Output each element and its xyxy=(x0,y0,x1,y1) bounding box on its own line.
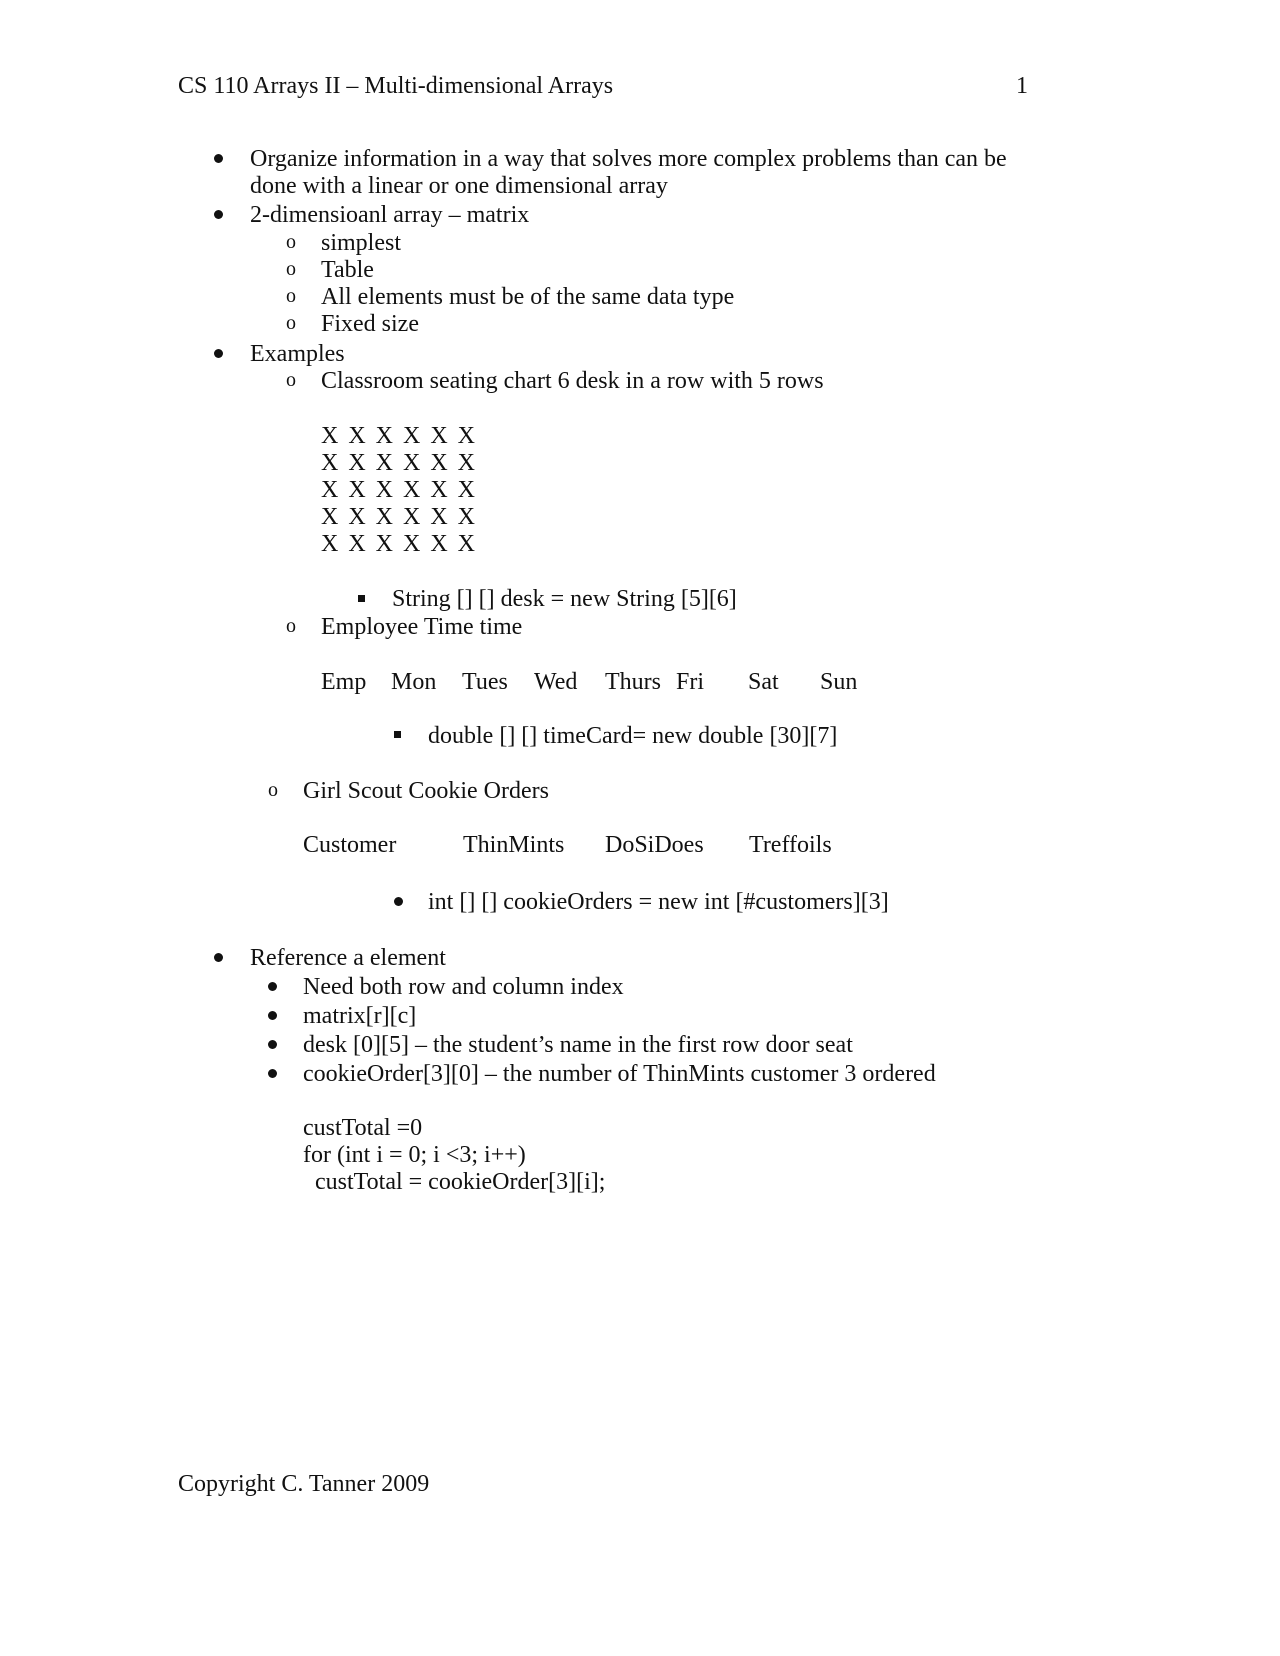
seating-row: X X X X X X xyxy=(321,450,477,476)
reference-item: desk [0][5] – the student’s name in the first row door seat xyxy=(303,1032,853,1058)
circle-bullet-icon: o xyxy=(286,231,296,253)
timecard-column: Sun xyxy=(820,669,858,695)
timecard-column: Tues xyxy=(462,669,508,695)
cookies-column: ThinMints xyxy=(463,832,565,858)
matrix-label: 2-dimensioanl array – matrix xyxy=(250,202,530,228)
circle-bullet-icon: o xyxy=(286,285,296,307)
timecard-declaration: double [] [] timeCard= new double [30][7] xyxy=(428,723,838,749)
timecard-column: Mon xyxy=(391,669,437,695)
reference-label: Reference a element xyxy=(250,945,446,971)
circle-bullet-icon: o xyxy=(286,258,296,280)
intro-line-2: done with a linear or one dimensional array xyxy=(250,173,668,199)
square-bullet-icon xyxy=(394,731,401,738)
page-title: CS 110 Arrays II – Multi-dimensional Arrays xyxy=(178,73,614,99)
bullet-icon xyxy=(268,982,277,991)
seating-declaration: String [] [] desk = new String [5][6] xyxy=(392,586,737,612)
copyright: Copyright C. Tanner 2009 xyxy=(178,1471,430,1497)
cookies-label: Girl Scout Cookie Orders xyxy=(303,778,549,804)
matrix-item: All elements must be of the same data type xyxy=(321,284,735,310)
seating-row: X X X X X X xyxy=(321,531,477,557)
code-line: for (int i = 0; i <3; i++) xyxy=(303,1142,526,1168)
seating-row: X X X X X X xyxy=(321,504,477,530)
timecard-column: Thurs xyxy=(605,669,661,695)
reference-item: cookieOrder[3][0] – the number of ThinMints customer 3 ordered xyxy=(303,1061,936,1087)
examples-label: Examples xyxy=(250,341,345,367)
seating-row: X X X X X X xyxy=(321,477,477,503)
code-line: custTotal = cookieOrder[3][i]; xyxy=(303,1169,606,1195)
seating-label: Classroom seating chart 6 desk in a row with 5 rows xyxy=(321,368,824,394)
matrix-item: Table xyxy=(321,257,374,283)
intro-line-1: Organize information in a way that solves more complex problems than can be xyxy=(250,146,1007,172)
circle-bullet-icon: o xyxy=(286,615,296,637)
matrix-item: Fixed size xyxy=(321,311,419,337)
bullet-icon xyxy=(214,210,223,219)
cookies-column: Treffoils xyxy=(749,832,832,858)
bullet-icon xyxy=(268,1069,277,1078)
cookies-column: DoSiDoes xyxy=(605,832,704,858)
timecard-column: Wed xyxy=(534,669,578,695)
circle-bullet-icon: o xyxy=(268,779,278,801)
code-line: custTotal =0 xyxy=(303,1115,423,1141)
bullet-icon xyxy=(268,1040,277,1049)
reference-item: matrix[r][c] xyxy=(303,1003,417,1029)
bullet-icon xyxy=(214,953,223,962)
matrix-item: simplest xyxy=(321,230,402,256)
timecard-column: Fri xyxy=(676,669,705,695)
circle-bullet-icon: o xyxy=(286,312,296,334)
bullet-icon xyxy=(394,897,403,906)
circle-bullet-icon: o xyxy=(286,369,296,391)
timecard-label: Employee Time time xyxy=(321,614,523,640)
bullet-icon xyxy=(214,349,223,358)
bullet-icon xyxy=(268,1011,277,1020)
cookies-column: Customer xyxy=(303,832,397,858)
square-bullet-icon xyxy=(358,595,365,602)
cookies-declaration: int [] [] cookieOrders = new int [#customers][3] xyxy=(428,889,889,915)
reference-item: Need both row and column index xyxy=(303,974,624,1000)
page-number: 1 xyxy=(1016,73,1028,99)
timecard-column: Sat xyxy=(748,669,779,695)
seating-row: X X X X X X xyxy=(321,423,477,449)
bullet-icon xyxy=(214,154,223,163)
timecard-column: Emp xyxy=(321,669,367,695)
